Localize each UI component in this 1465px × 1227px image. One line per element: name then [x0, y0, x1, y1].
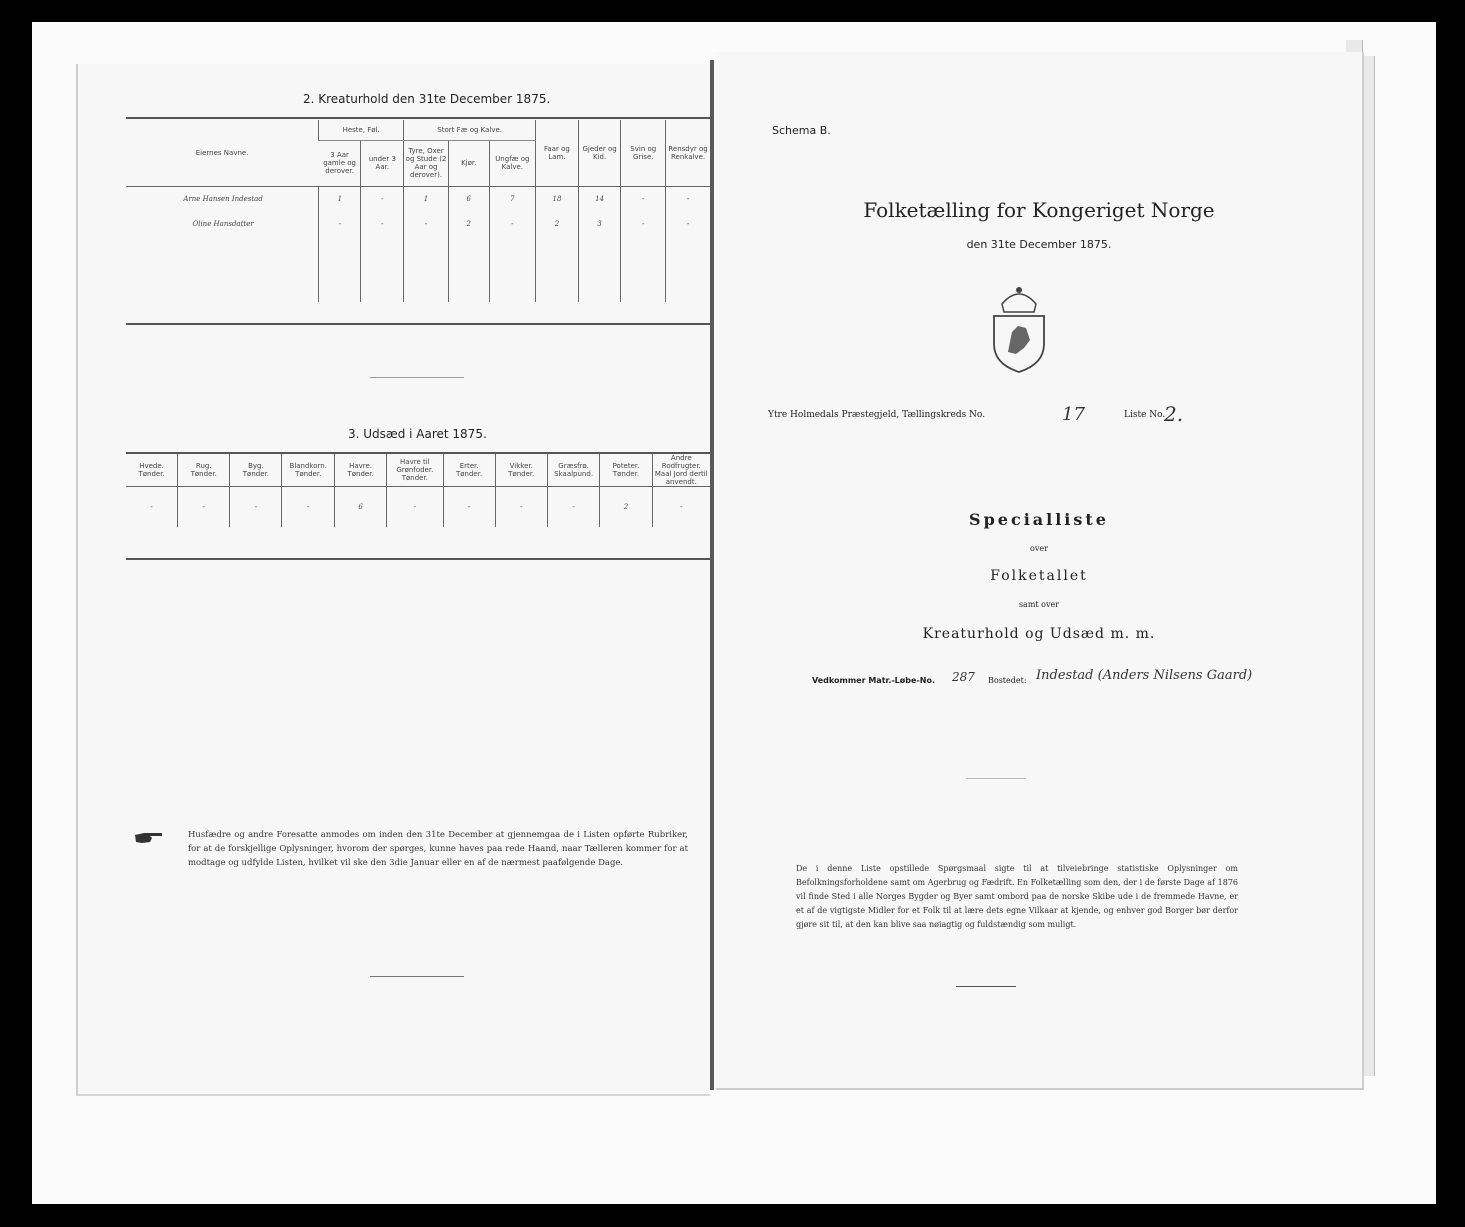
book-spine [710, 60, 714, 1090]
seed-header: Havre til Grønfoder. Tønder. [387, 454, 443, 487]
col-header: Tyre, Oxer og Stude (2 Aar og derover). [404, 140, 449, 186]
notice-text: Husfædre og andre Foresatte anmodes om inden den 31te December at gjennemgaa de i Listen opførte Rubriker, for at de forskjellige Oplysninger, hvorom der spørges, kunne haves paa rede Haand, naar Tælleren kommer for at modtage og udfylde Listen, hvilket vil ske den 3die Januar eller en af de nærmest paafølgende Dage. [188, 830, 688, 868]
cell: - [489, 212, 536, 236]
table-row [126, 186, 710, 212]
kreaturhold-text: Kreaturhold og Udsæd m. m. [922, 626, 1156, 642]
cell: - [230, 487, 282, 527]
seed-header: Blandkorn. Tønder. [282, 454, 335, 487]
cell: 6 [448, 186, 489, 212]
seed-title: 3. Udsæd i Aaret 1875. [348, 427, 487, 441]
matr-label: Vedkommer Matr.-Løbe-No. [812, 676, 935, 685]
cell: 2 [600, 487, 652, 527]
seed-header: Poteter. Tønder. [600, 454, 652, 487]
cell: 1 [319, 186, 361, 212]
cell: 14 [578, 186, 621, 212]
seed-header: Græsfrø. Skaalpund. [547, 454, 600, 487]
cell: - [621, 186, 666, 212]
cell: - [404, 212, 449, 236]
cell: - [652, 487, 710, 527]
owner-header: Eiernes Navne. [195, 148, 249, 157]
seed-table [126, 454, 710, 527]
divider [956, 986, 1016, 987]
table-row [126, 487, 710, 527]
divider [370, 976, 464, 977]
main-title: Folketælling for Kongeriget Norge [863, 198, 1215, 222]
col-header: Rensdyr og Renkalve. [666, 120, 710, 186]
owner-name: Arne Hansen Indestad [183, 195, 263, 204]
cell: 6 [334, 487, 386, 527]
cell: - [495, 487, 547, 527]
cell: - [547, 487, 600, 527]
owner-name: Oline Hansdatter [192, 220, 254, 228]
cell: 2 [448, 212, 489, 236]
col-header: 3 Aar gamle og derover. [323, 151, 356, 175]
seed-header: Rug. Tønder. [178, 454, 230, 487]
cell: - [319, 212, 361, 236]
kreds-number: 17 [1062, 404, 1085, 425]
seed-header: Byg. Tønder. [230, 454, 282, 487]
seed-header: Andre Rodfrugter. Maal Jord dertil anvendt. [652, 454, 710, 487]
table-bottom-rule [126, 323, 710, 325]
cell: - [150, 502, 153, 511]
group-horses: Heste, Føl. [319, 120, 404, 140]
liste-number: 2. [1164, 402, 1184, 426]
samt-over-text: samt over [1018, 600, 1060, 609]
livestock-table [126, 120, 710, 302]
pointing-hand-icon [134, 830, 166, 846]
cell: 2 [536, 212, 579, 236]
col-header: Ungfæ og Kalve. [489, 140, 536, 186]
cell: 3 [578, 212, 621, 236]
livestock-title: 2. Kreaturhold den 31te December 1875. [303, 92, 551, 106]
parish-label: Ytre Holmedals Præstegjeld, Tællingskreds No. [768, 410, 986, 420]
specialliste-heading: Specialliste [969, 510, 1109, 529]
schema-label: Schema B. [772, 124, 831, 137]
seed-header: Havre. Tønder. [334, 454, 386, 487]
table-top-rule [126, 117, 710, 119]
footer-text: De i denne Liste opstillede Spørgsmaal sigte til at tilveiebringe statistiske Oplysninger om Befolkningsforholdene samt om Agerbrug og Fædrift. En Folketælling som den, der i de første Dage af 1876 vil finde Sted i alle Norges Bygder og Byer samt ombord paa de norske Skibe ude i de fremmede Havne, er et af de vigtigste Midler for et Folk til at lære dets egne Vilkaar at kjende, og enhver god Borger bør derfor gjøre sit til, at den kan blive saa nøiagtig og fuldstændig som muligt. [796, 864, 1238, 929]
table-row [126, 212, 710, 236]
table-row [126, 236, 710, 258]
seed-header: Erter. Tønder. [443, 454, 495, 487]
right-page [716, 52, 1364, 1090]
cell: - [361, 212, 404, 236]
cell: - [178, 487, 230, 527]
cell: - [666, 212, 710, 236]
cell: - [387, 487, 443, 527]
divider [966, 778, 1026, 779]
cell: 7 [489, 186, 536, 212]
table-row [126, 280, 710, 302]
col-header: under 3 Aar. [361, 140, 404, 186]
bosted-value: Indestad (Anders Nilsens Gaard) [1036, 668, 1253, 683]
col-header: Kjør. [448, 140, 489, 186]
col-header: Svin og Grise. [621, 120, 666, 186]
seed-header: Hvede. Tønder. [138, 462, 165, 478]
table-bottom-rule [126, 558, 710, 560]
coat-of-arms-icon [988, 282, 1050, 374]
cell: - [361, 186, 404, 212]
folketallet-text: Folketallet [990, 568, 1088, 584]
bosted-label: Bostedet: [988, 676, 1027, 685]
group-cattle: Stort Fæ og Kalve. [404, 120, 536, 140]
cell: - [621, 212, 666, 236]
cell: - [282, 487, 335, 527]
col-header: Gjeder og Kid. [578, 120, 621, 186]
cell: - [443, 487, 495, 527]
divider [370, 377, 464, 378]
left-page [76, 64, 710, 1096]
seed-header: Vikker. Tønder. [495, 454, 547, 487]
census-date: den 31te December 1875. [966, 238, 1112, 251]
matr-number: 287 [952, 670, 975, 684]
cell: 1 [404, 186, 449, 212]
cell: 18 [536, 186, 579, 212]
table-row [126, 258, 710, 280]
col-header: Faar og Lam. [536, 120, 579, 186]
cell: - [666, 186, 710, 212]
liste-label: Liste No. [1124, 410, 1166, 420]
over-text: over [1030, 544, 1048, 553]
